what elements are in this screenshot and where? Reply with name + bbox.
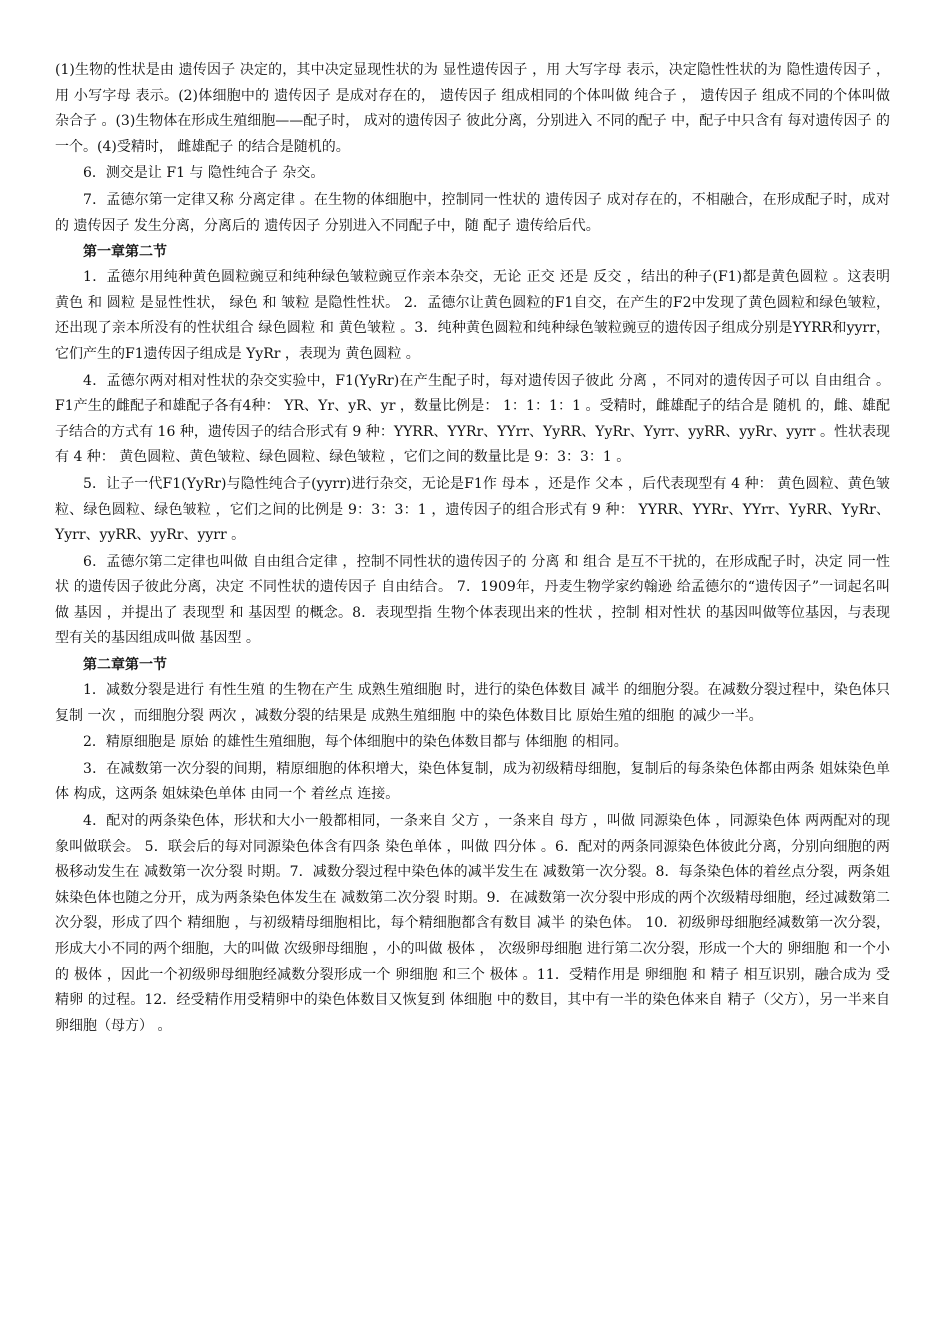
section-heading-2-1: 第二章第一节 <box>83 657 167 674</box>
paragraph-gametes: 4．孟德尔两对相对性状的杂交实验中，F1(YyRr)在产生配子时，每对遗传因子彼此 分离 ，不同对的遗传因子可以 自由组合 。F1产生的雌配子和雄配子各有4种： YR、Yr、yR、yr ，数量比例是： 1：1：1：1 。受精时，雌雄配子的结合是 随机 的，雌、雄配子结合的方式有 16 种，遗传因子的结合形式有 9 种：YYRR、YYRr、YYrr、YyRR、YyRr、Yyrr、yyRR、yyRr、yyrr 。性状表现有 4 种： 黄色圆粒、黄色皱粒、绿色圆粒、绿色皱粒 ，它们之间的数量比是 9：3：3：1 。 <box>55 372 890 466</box>
paragraph-second-law: 6．孟德尔第二定律也叫做 自由组合定律 ，控制不同性状的遗传因子的 分离 和 组合 是互不干扰的，在形成配子时，决定 同一性状 的遗传因子彼此分离，决定 不同性状的遗传因子 自由结合。 7．1909年，丹麦生物学家约翰逊 给孟德尔的“遗传因子”一词起名叫做 基因 ，并提出了 表现型 和 基因型 的概念。8．表现型指 生物个体表现出来的性状 ，控制 相对性状 的基因叫做等位基因，与表现型有关的基因组成叫做 基因型 。 <box>55 553 890 647</box>
paragraph-homologous-chromosomes: 4．配对的两条染色体，形状和大小一般都相同，一条来自 父方 ，一条来自 母方 ，叫做 同源染色体 ，同源染色体 两两配对的现象叫做联会。 5．联会后的每对同源染色体含有四条 染色单体 ，叫做 四分体 。6．配对的两条同源染色体彼此分离，分别向细胞的两极移动发生在 减数第一次分裂 时期。7．减数分裂过程中染色体的减半发生在 减数第一次分裂。8．每条染色体的着丝点分裂，两条姐妹染色体也随之分开，成为两条染色体发生在 减数第二次分裂 时期。9．在减数第一次分裂中形成的两个次级精母细胞，经过减数第二次分裂，形成了四个 精细胞 ，与初级精母细胞相比，每个精细胞都含有数目 减半 的染色体。 10．初级卵母细胞经减数第一次分裂，形成大小不同的两个细胞，大的叫做 次级卵母细胞 ，小的叫做 极体 ， 次级卵母细胞 进行第二次分裂，形成一个大的 卵细胞 和一个小的 极体 ，因此一个初级卵母细胞经减数分裂形成一个 卵细胞 和三个 极体 。11．受精作用是 卵细胞 和 精子 相互识别，融合成为 受精卵 的过程。12．经受精作用受精卵中的染色体数目又恢复到 体细胞 中的数目，其中有一半的染色体来自 精子（父方），另一半来自 卵细胞（母方） 。 <box>55 813 890 1034</box>
paragraph-spermatogonium: 2．精原细胞是 原始 的雄性生殖细胞，每个体细胞中的染色体数目都与 体细胞 的相同。 <box>83 734 628 751</box>
paragraph-meiosis-definition: 1．减数分裂是进行 有性生殖 的生物在产生 成熟生殖细胞 时，进行的染色体数目 减半 的细胞分裂。在减数分裂过程中，染色体只复制 一次 ，而细胞分裂 两次 ，减数分裂的结果是 成熟生殖细胞 中的染色体数目比 原始生殖的细胞 的减少一半。 <box>55 682 890 724</box>
paragraph-dihybrid-cross: 1．孟德尔用纯种黄色圆粒豌豆和纯种绿色皱粒豌豆作亲本杂交，无论 正交 还是 反交 ，结出的种子(F1)都是黄色圆粒 。这表明 黄色 和 圆粒 是显性性状， 绿色 和 皱粒 是隐性性状。 2．孟德尔让黄色圆粒的F1自交，在产生的F2中发现了黄色圆粒和绿色皱粒，还出现了亲本所没有的性状组合 绿色圆粒 和 黄色皱粒 。3．纯种黄色圆粒和纯种绿色皱粒豌豆的遗传因子组成分别是YYRR和yyrr，它们产生的F1遗传因子组成是 YyRr ，表现为 黄色圆粒 。 <box>55 269 890 362</box>
paragraph-testcross: 6．测交是让 F1 与 隐性纯合子 杂交。 <box>83 165 325 182</box>
section-heading-1-2: 第一章第二节 <box>83 244 167 261</box>
paragraph-mendel-explanation: (1)生物的性状是由 遗传因子 决定的，其中决定显现性状的为 显性遗传因子 ，用 大写字母 表示，决定隐性性状的为 隐性遗传因子 ，用 小写字母 表示。(2)体细胞中的 遗传因子 是成对存在的， 遗传因子 组成相同的个体叫做 纯合子 ， 遗传因子 组成不同的个体叫做 杂合子 。(3)生物体在形成生殖细胞——配子时， 成对的遗传因子 彼此分离，分别进入 不同的配子 中，配子中只含有 每对遗传因子 的一个。(4)受精时， 雌雄配子 的结合是随机的。 <box>55 62 890 155</box>
paragraph-dihybrid-testcross: 5．让子一代F1(YyRr)与隐性纯合子(yyrr)进行杂交，无论是F1作 母本 ，还是作 父本 ，后代表现型有 4 种： 黄色圆粒、黄色皱粒、绿色圆粒、绿色皱粒 ，它们之间的比例是 9：3：3：1 ，遗传因子的组合形式有 9 种： YYRR、YYRr、YYrr、YyRR、YyRr、Yyrr、yyRR、yyRr、yyrr 。 <box>55 475 890 544</box>
paragraph-first-law: 7．孟德尔第一定律又称 分离定律 。在生物的体细胞中，控制同一性状的 遗传因子 成对存在的，不相融合，在形成配子时，成对的 遗传因子 发生分离，分离后的 遗传因子 分别进入不同配子中，随 配子 遗传给后代。 <box>55 191 890 234</box>
paragraph-interphase: 3．在减数第一次分裂的间期，精原细胞的体积增大，染色体复制，成为初级精母细胞，复制后的每条染色体都由两条 姐妹染色单体 构成，这两条 姐妹染色单体 由同一个 着丝点 连接。 <box>55 760 890 803</box>
